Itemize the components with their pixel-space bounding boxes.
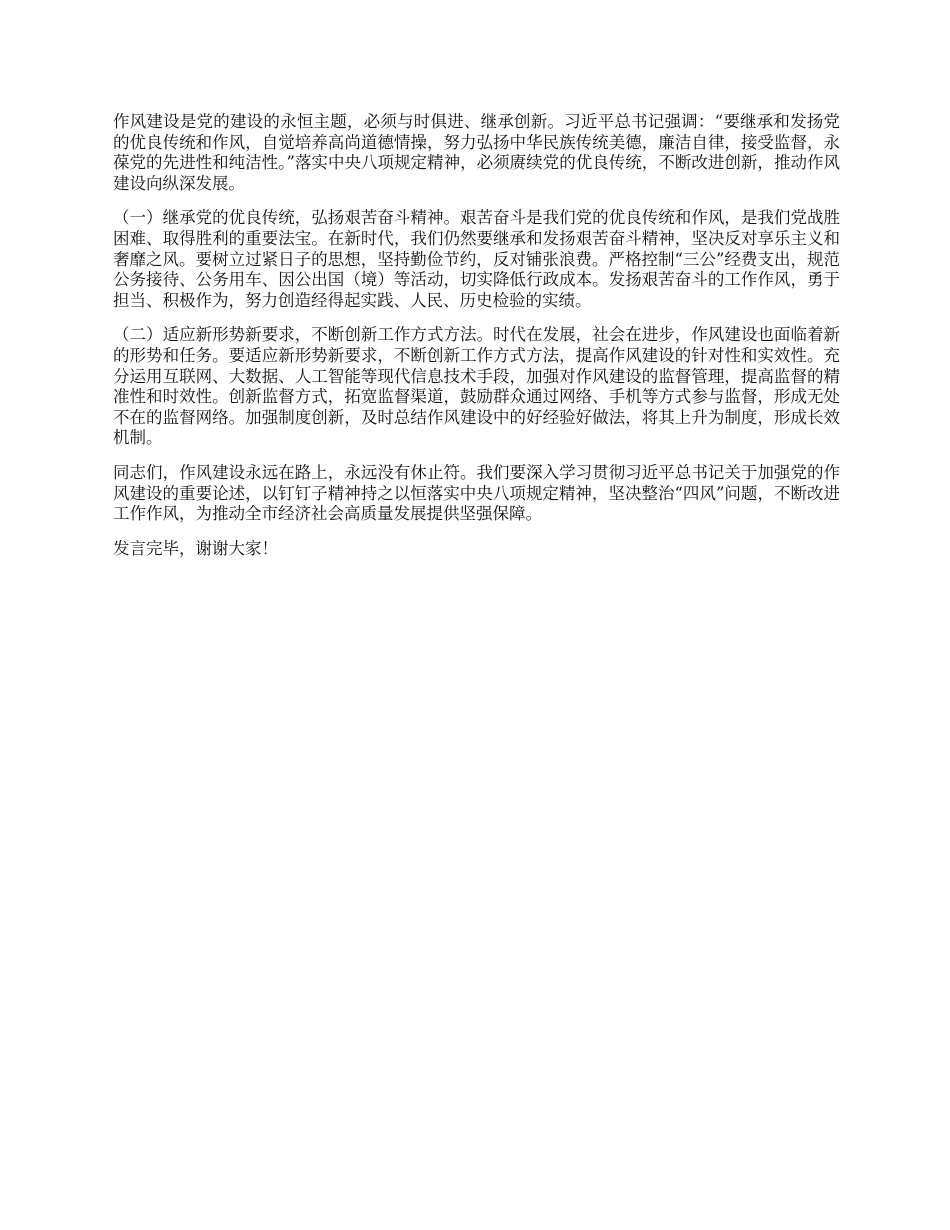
paragraph-section-one: （一）继承党的优良传统，弘扬艰苦奋斗精神。艰苦奋斗是我们党的优良传统和作风，是我们党战胜困难、取得胜利的重要法宝。在新时代，我们仍然要继承和发扬艰苦奋斗精神，坚决反对享乐主义和奢靡之风。要树立过紧日子的思想，坚持勤俭节约，反对铺张浪费。严格控制“三公”经费支出，规范公务接待、公务用车、因公出国（境）等活动，切实降低行政成本。发扬艰苦奋斗的工作作风，勇于担当、积极作为，努力创造经得起实践、人民、历史检验的实绩。 <box>113 208 840 310</box>
document-body <box>113 112 840 573</box>
paragraph-closing: 发言完毕，谢谢大家！ <box>113 538 278 558</box>
paragraph-section-two: （二）适应新形势新要求，不断创新工作方式方法。时代在发展，社会在进步，作风建设也面临着新的形势和任务。要适应新形势新要求，不断创新工作方式方法，提高作风建设的针对性和实效性。充分运用互联网、大数据、人工智能等现代信息技术手段，加强对作风建设的监督管理，提高监督的精准性和时效性。创新监督方式，拓宽监督渠道，鼓励群众通过网络、手机等方式参与监督，形成无处不在的监督网络。加强制度创新，及时总结作风建设中的好经验好做法，将其上升为制度，形成长效机制。 <box>113 325 840 448</box>
paragraph-conclusion: 同志们，作风建设永远在路上，永远没有休止符。我们要深入学习贯彻习近平总书记关于加强党的作风建设的重要论述，以钉钉子精神持之以恒落实中央八项规定精神，坚决整治“四风”问题，不断改进工作作风，为推动全市经济社会高质量发展提供坚强保障。 <box>113 462 840 524</box>
paragraph-intro: 作风建设是党的建设的永恒主题，必须与时俱进、继承创新。习近平总书记强调：“要继承和发扬党的优良传统和作风，自觉培养高尚道德情操，努力弘扬中华民族传统美德，廉洁自律，接受监督，永葆党的先进性和纯洁性。”落实中央八项规定精神，必须赓续党的优良传统，不断改进创新，推动作风建设向纵深发展。 <box>113 112 840 193</box>
